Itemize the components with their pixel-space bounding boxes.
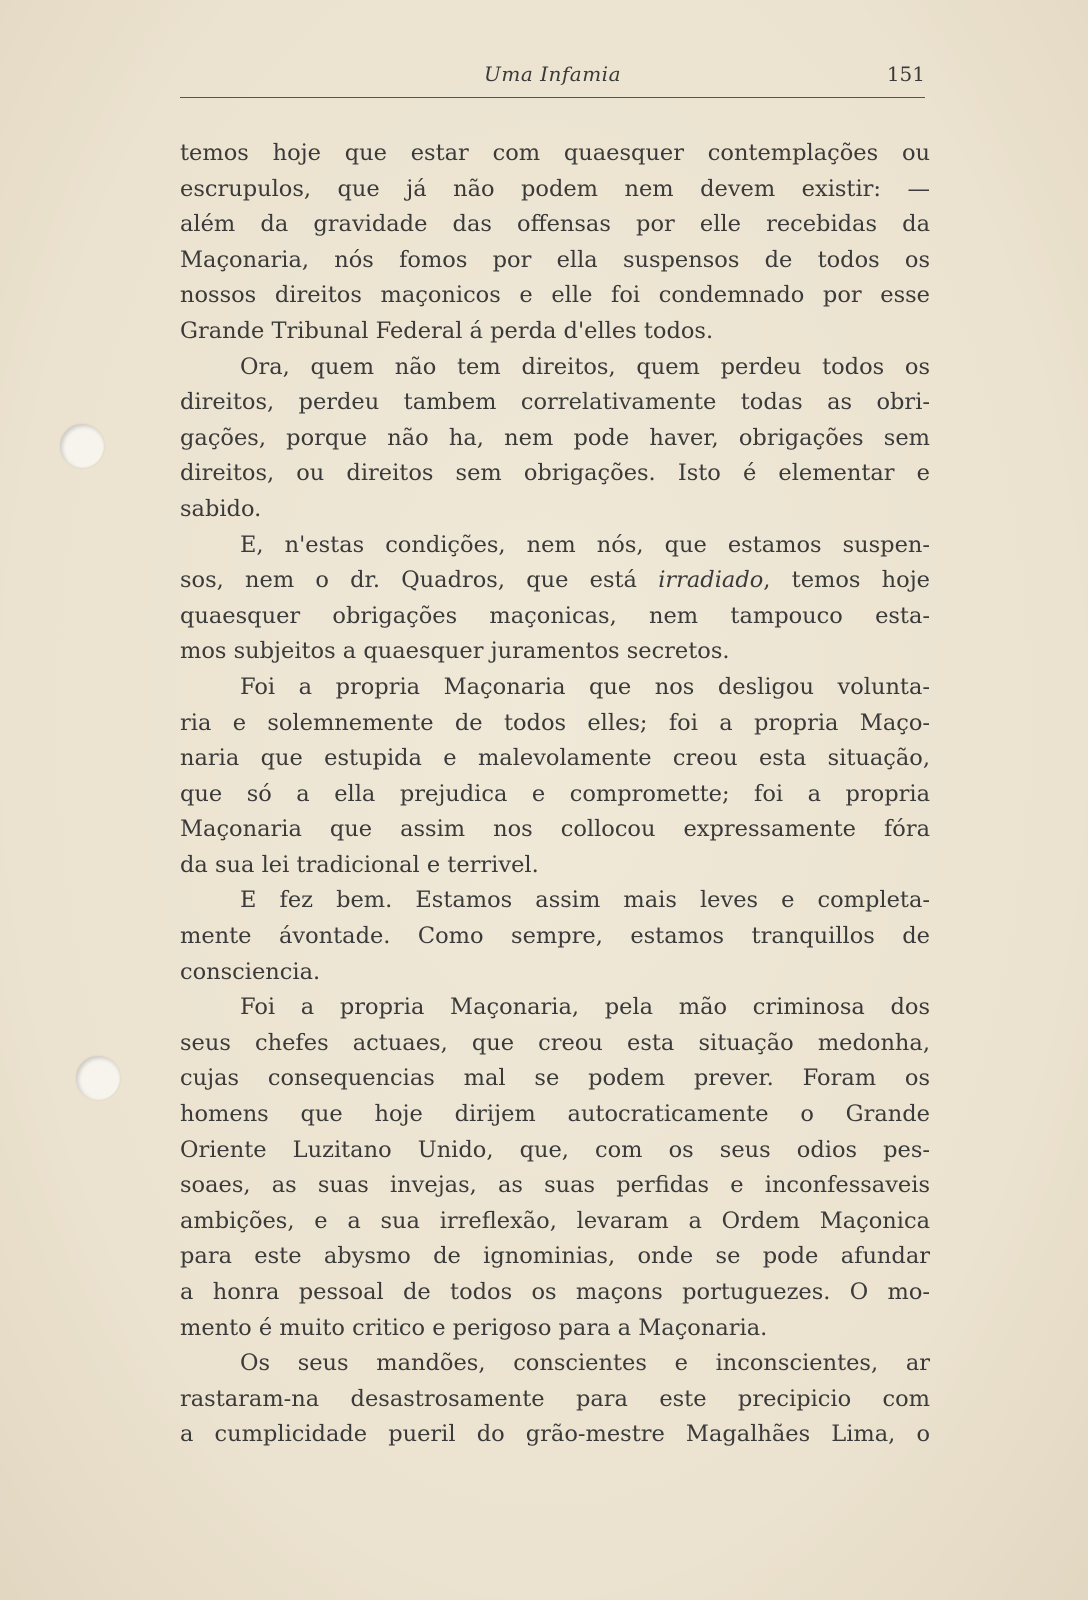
text-line: soaes, as suas invejas, as suas perfidas e inconfessaveis [180, 1172, 930, 1199]
running-title: Uma Infamia [484, 62, 621, 86]
text-line: sabido. [180, 495, 262, 522]
text-line: ambições, e a sua irreflexão, levaram a Ordem Maçonica [180, 1207, 930, 1234]
text-line: homens que hoje dirijem autocraticamente o Grande [180, 1101, 930, 1128]
page-number: 151 [886, 62, 925, 86]
text-line: direitos, perdeu tambem correlativamente todas as obri- [180, 389, 930, 416]
paragraph-start: Foi a propria Maçonaria que nos desligou volunta- [240, 673, 930, 700]
text-line: cujas consequencias mal se podem prever. Foram os [180, 1065, 930, 1092]
text-line [180, 563, 930, 599]
text-line: direitos, ou direitos sem obrigações. Isto é elementar e [180, 460, 930, 487]
paragraph-start: Foi a propria Maçonaria, pela mão criminosa dos [240, 994, 930, 1021]
paragraph-start: Os seus mandões, conscientes e inconscientes, ar [240, 1350, 930, 1377]
text-line: Maçonaria que assim nos collocou expressamente fóra [180, 816, 930, 843]
text-line: mento é muito critico e perigoso para a Maçonaria. [180, 1314, 768, 1341]
body-text [180, 136, 930, 1453]
text-line: para este abysmo de ignominias, onde se pode afundar [180, 1243, 930, 1270]
text-line: gações, porque não ha, nem pode haver, obrigações sem [180, 424, 930, 451]
text-line: escrupulos, que já não podem nem devem existir: — [180, 175, 930, 202]
text-line: mos subjeitos a quaesquer juramentos secretos. [180, 638, 730, 665]
text-line: mente ávontade. Como sempre, estamos tranquillos de [180, 923, 930, 950]
text-line: rastaram-na desastrosamente para este precipicio com [180, 1385, 930, 1412]
text-line: além da gravidade das offensas por elle recebidas da [180, 211, 930, 238]
text-line: Oriente Luzitano Unido, que, com os seus odios pes- [180, 1136, 930, 1163]
page-header [180, 62, 925, 96]
punch-hole-top [60, 424, 104, 468]
text-line: consciencia. [180, 958, 321, 985]
text-line: naria que estupida e malevolamente creou esta situação, [180, 745, 930, 772]
text-line: ria e solemnemente de todos elles; foi a propria Maço- [180, 709, 930, 736]
italic-term: irradiado [658, 567, 764, 594]
text-line: temos hoje que estar com quaesquer contemplações ou [180, 140, 930, 166]
header-rule [180, 97, 925, 98]
text-line: a honra pessoal de todos os maçons portuguezes. O mo- [180, 1279, 930, 1305]
text-line: nossos direitos maçonicos e elle foi condemnado por esse [180, 282, 930, 309]
text-line: da sua lei tradicional e terrivel. [180, 851, 539, 878]
paragraph-start: E fez bem. Estamos assim mais leves e completa- [240, 887, 930, 914]
paragraph-start: E, n'estas condições, nem nós, que estamos suspen- [240, 531, 930, 558]
text-segment: , temos hoje [763, 567, 930, 594]
text-line: seus chefes actuaes, que creou esta situação medonha, [180, 1029, 930, 1056]
text-line: que só a ella prejudica e compromette; foi a propria [180, 780, 930, 807]
text-line: Grande Tribunal Federal á perda d'elles todos. [180, 317, 714, 344]
text-line: quaesquer obrigações maçonicas, nem tampouco esta- [180, 602, 930, 629]
punch-hole-bottom [76, 1056, 120, 1100]
text-line: a cumplicidade pueril do grão-mestre Magalhães Lima, o [180, 1421, 930, 1448]
paragraph-start: Ora, quem não tem direitos, quem perdeu todos os [240, 353, 930, 380]
text-line: Maçonaria, nós fomos por ella suspensos de todos os [180, 246, 930, 273]
text-segment: sos, nem o dr. Quadros, que está [180, 567, 659, 594]
